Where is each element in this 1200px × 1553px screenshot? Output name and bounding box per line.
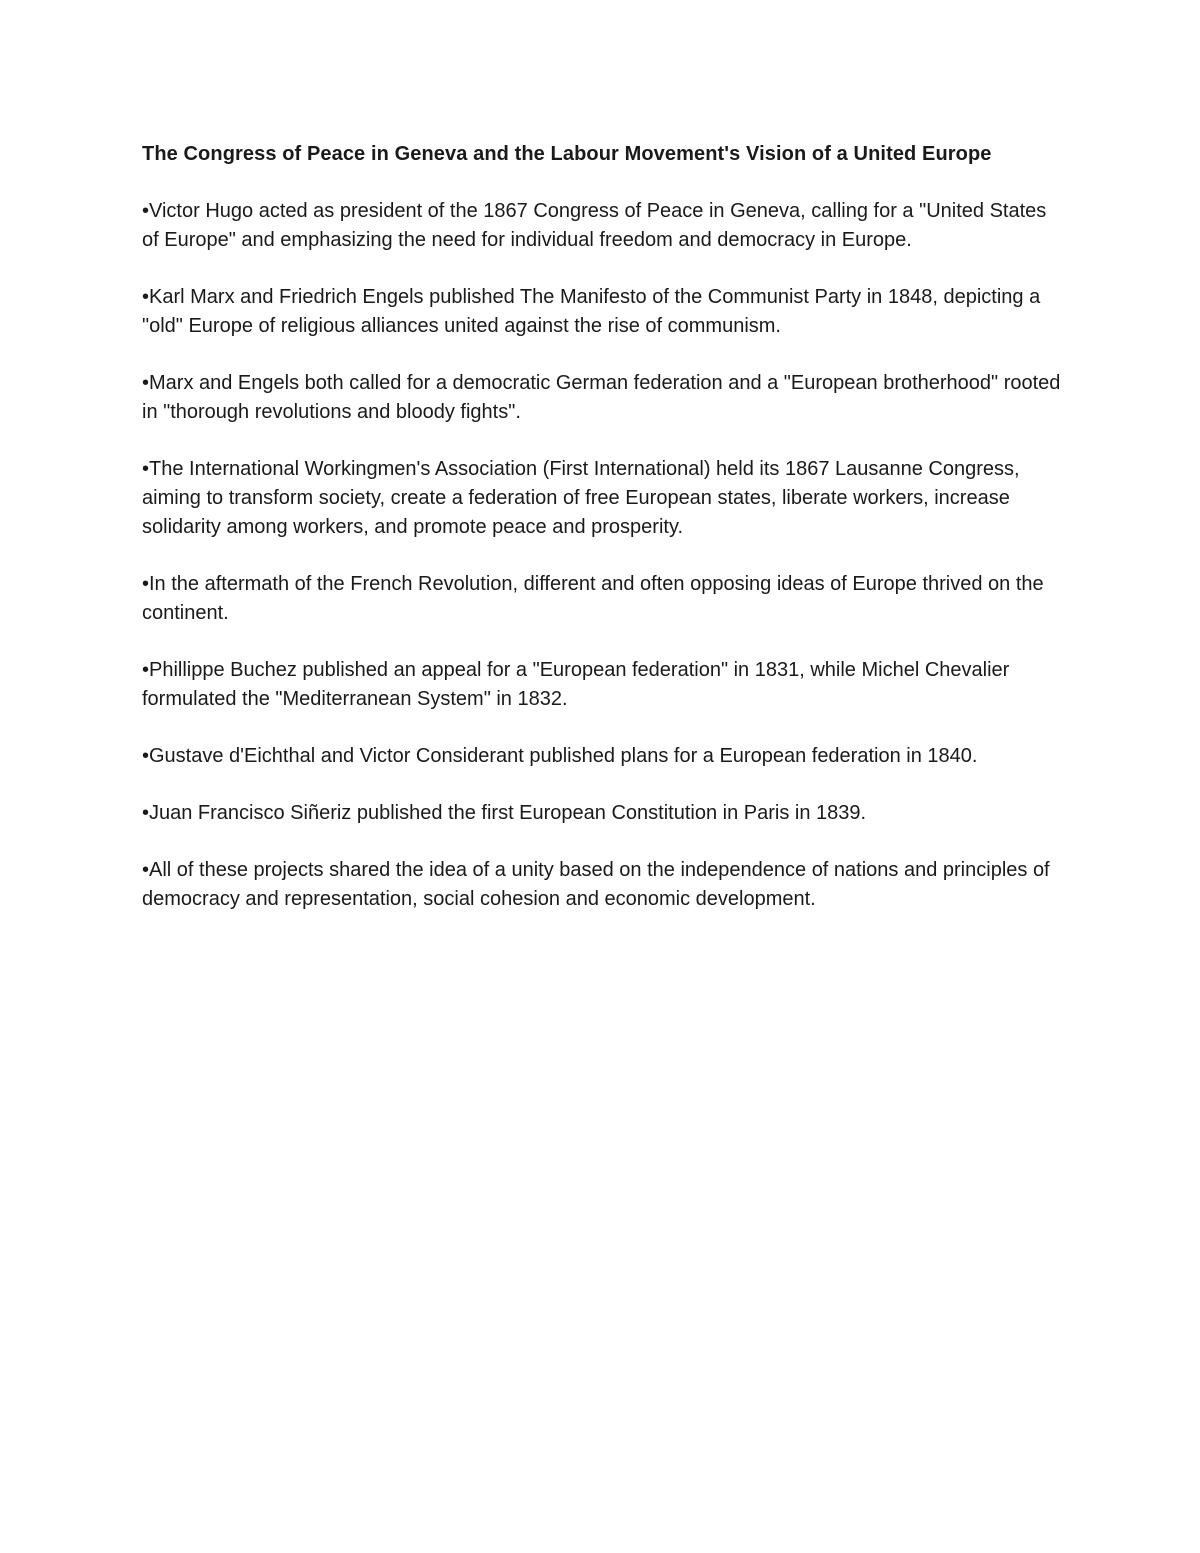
document-title: The Congress of Peace in Geneva and the Labour Movement's Vision of a United Europe xyxy=(142,143,992,165)
bullet-item-eichthal-considerant: •Gustave d'Eichthal and Victor Considerant published plans for a European federation in 1840. xyxy=(142,745,978,767)
bullet-item-sineriz: •Juan Francisco Siñeriz published the first European Constitution in Paris in 1839. xyxy=(142,802,867,824)
bullet-item-buchez-chevalier: •Phillippe Buchez published an appeal for a "European federation" in 1831, while Michel Chevalier formulated the "Mediterranean System" in 1832. xyxy=(142,659,1010,710)
bullet-item-french-revolution: •In the aftermath of the French Revolution, different and often opposing ideas of Europe thrived on the continent. xyxy=(142,573,1044,624)
bullet-list xyxy=(142,197,1062,914)
bullet-item-marx-engels-manifesto: •Karl Marx and Friedrich Engels published The Manifesto of the Communist Party in 1848, depicting a "old" Europe of religious alliances united against the rise of communism. xyxy=(142,286,1041,337)
document-body xyxy=(142,140,1062,914)
bullet-item-victor-hugo: •Victor Hugo acted as president of the 1867 Congress of Peace in Geneva, calling for a "United States of Europe" and emphasizing the need for individual freedom and democracy in Europe. xyxy=(142,200,1047,251)
bullet-item-shared-idea: •All of these projects shared the idea of a unity based on the independence of nations and principles of democracy and representation, social cohesion and economic development. xyxy=(142,859,1050,910)
bullet-item-first-international: •The International Workingmen's Association (First International) held its 1867 Lausanne Congress, aiming to transform society, create a federation of free European states, liberate workers, increase solidarity among workers, and promote peace and prosperity. xyxy=(142,458,1020,538)
bullet-item-german-federation: •Marx and Engels both called for a democratic German federation and a "European brotherhood" rooted in "thorough revolutions and bloody fights". xyxy=(142,372,1061,423)
